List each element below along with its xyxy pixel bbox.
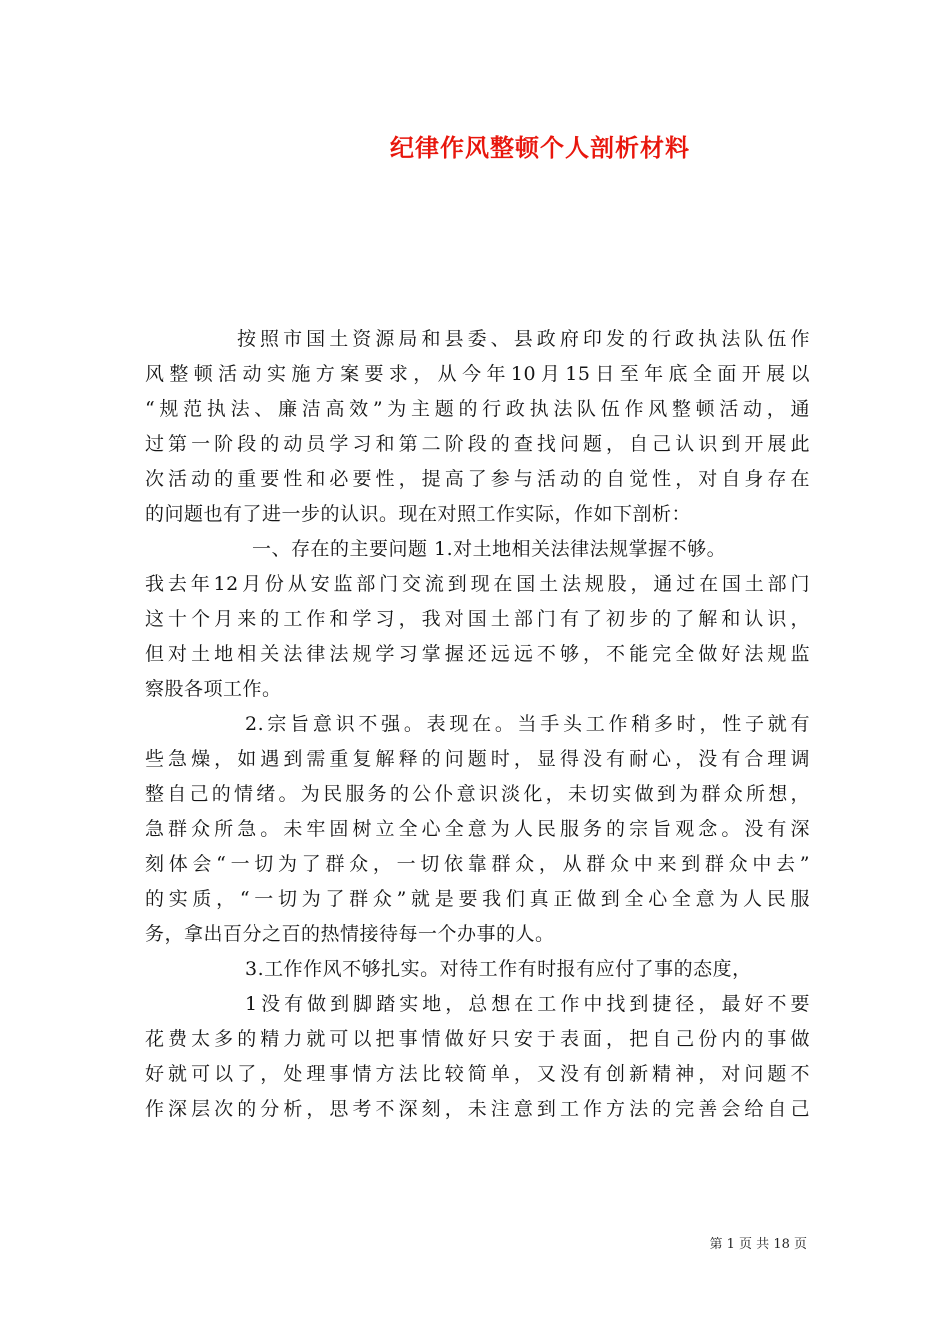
paragraph-1-line-3: “规范执法、廉洁高效”为主题的行政执法队伍作风整顿活动，通 [145,398,810,420]
paragraph-1-line-4: 过第一阶段的动员学习和第二阶段的查找问题，自己认识到开展此 [145,433,810,455]
paragraph-3-line-5: 刻体会“一切为了群众，一切依靠群众，从群众中来到群众中去” [145,853,810,875]
paragraph-1-line-5: 次活动的重要性和必要性，提高了参与活动的自觉性，对自身存在 [145,468,810,490]
paragraph-3-line-1: 2.宗旨意识不强。表现在。当手头工作稍多时，性子就有 [245,713,810,735]
paragraph-5-line-2: 花费太多的精力就可以把事情做好只安于表面，把自己份内的事做 [145,1028,810,1050]
paragraph-3-line-4: 急群众所急。未牢固树立全心全意为人民服务的宗旨观念。没有深 [145,818,810,840]
paragraph-1-line-2: 风整顿活动实施方案要求，从今年10月15日至年底全面开展以 [145,363,810,385]
paragraph-1-line-6: 的问题也有了进一步的认识。现在对照工作实际，作如下剖析： [145,503,692,525]
paragraph-3-line-7: 务，拿出百分之百的热情接待每一个办事的人。 [145,923,555,945]
paragraph-4-line-1: 3.工作作风不够扎实。对待工作有时报有应付了事的态度， [245,958,752,980]
paragraph-3-line-3: 整自己的情绪。为民服务的公仆意识淡化，未切实做到为群众所想， [145,783,810,805]
paragraph-5-line-4: 作深层次的分析，思考不深刻，未注意到工作方法的完善会给自己 [145,1098,810,1120]
paragraph-1-line-1: 按照市国土资源局和县委、县政府印发的行政执法队伍作 [237,328,810,350]
paragraph-2-line-3: 但对土地相关法律法规学习掌握还远远不够，不能完全做好法规监 [145,643,810,665]
section-heading-line: 一、存在的主要问题 1.对土地相关法律法规掌握不够。 [252,538,727,560]
paragraph-2-line-1: 我去年12月份从安监部门交流到现在国土法规股，通过在国土部门 [145,573,810,595]
paragraph-5-line-3: 好就可以了，处理事情方法比较简单，又没有创新精神，对问题不 [145,1063,810,1085]
paragraph-5-line-1: 1没有做到脚踏实地，总想在工作中找到捷径，最好不要 [245,993,810,1015]
page-number-footer: 第 1 页 共 18 页 [709,1237,807,1252]
document-body [145,322,810,1127]
paragraph-3-line-6: 的实质，“一切为了群众”就是要我们真正做到全心全意为人民服 [145,888,810,910]
paragraph-2-line-4: 察股各项工作。 [145,678,282,700]
paragraph-2-line-2: 这十个月来的工作和学习，我对国土部门有了初步的了解和认识， [145,608,810,630]
paragraph-3-line-2: 些急燥，如遇到需重复解释的问题时，显得没有耐心，没有合理调 [145,748,810,770]
document-title: 纪律作风整顿个人剖析材料 [390,133,690,162]
